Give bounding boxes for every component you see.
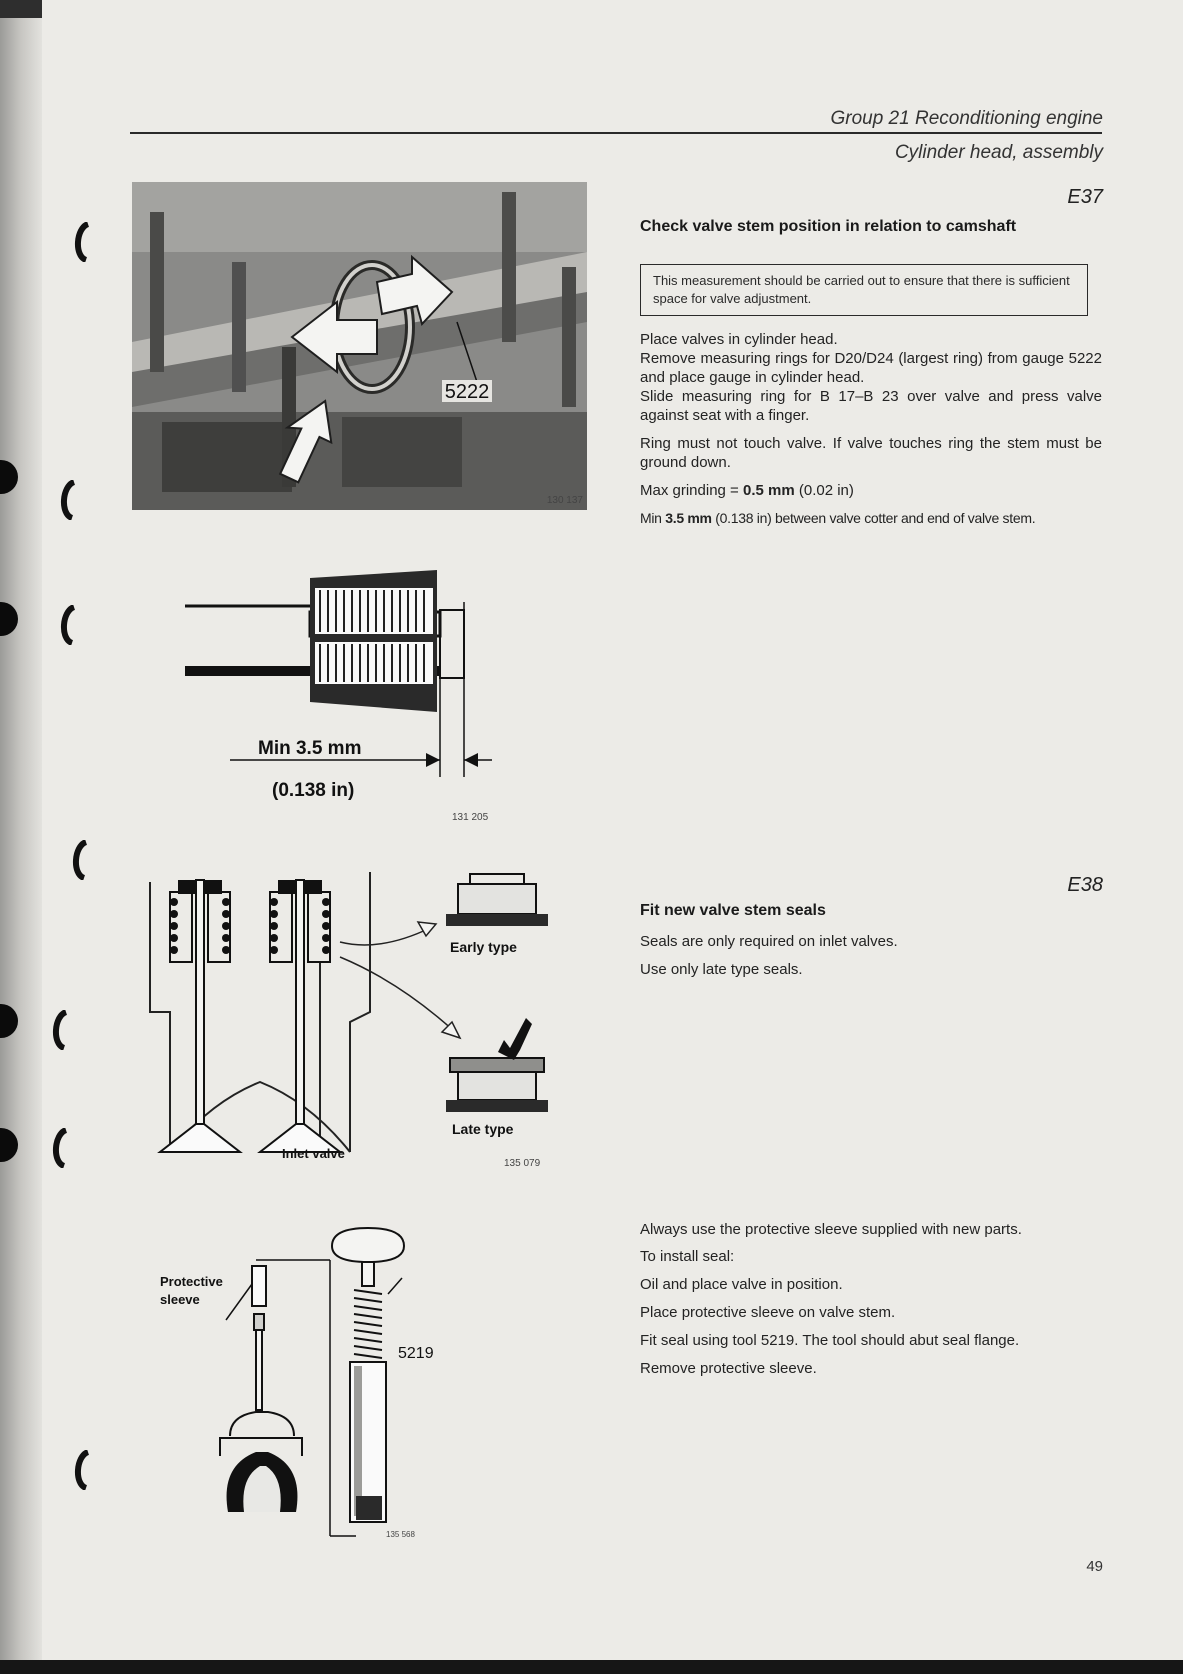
figure-number: 135 568	[386, 1530, 415, 1539]
note-box: This measurement should be carried out to ensure that there is sufficient space for valve adjustment.	[640, 264, 1088, 316]
binder-ring	[58, 480, 76, 520]
binder-ring	[50, 1010, 68, 1050]
e37-body	[640, 330, 1102, 537]
gauge-label-mm: Min 3.5 mm	[258, 738, 362, 759]
section-title-e38: Fit new valve stem seals	[640, 902, 826, 919]
max-grinding: Max grinding = 0.5 mm (0.02 in)	[640, 482, 854, 499]
header-rule	[130, 132, 1102, 134]
section-title-e37: Check valve stem position in relation to camshaft	[640, 218, 1017, 235]
e38-paragraph: Seals are only required on inlet valves.	[640, 933, 898, 950]
sleeve-paragraph: To install seal:	[640, 1248, 735, 1265]
min-distance: Min 3.5 mm (0.138 in) between valve cotter and end of valve stem.	[640, 510, 1036, 526]
sleeve-paragraph: Place protective sleeve on valve stem.	[640, 1304, 896, 1321]
gauge-label-in: (0.138 in)	[272, 780, 355, 801]
header-group-title: Group 21 Reconditioning engine	[830, 108, 1103, 129]
tool-label-5222: 5222	[444, 381, 490, 403]
camshaft-gauge-photo	[132, 182, 587, 510]
tool-label-5219: 5219	[398, 1345, 434, 1362]
binder-ring	[72, 222, 90, 262]
figure-number: 130 137	[546, 495, 583, 506]
binder-ring	[72, 1450, 90, 1490]
ring-warning: Ring must not touch valve. If valve touches ring the stem must be ground down.	[640, 435, 1102, 471]
e37-paragraph: Place valves in cylinder head.	[640, 331, 838, 348]
page-number: 49	[1086, 1558, 1103, 1575]
sleeve-paragraph: Fit seal using tool 5219. The tool should abut seal flange.	[640, 1332, 1020, 1349]
figure-number: 131 205	[452, 812, 489, 823]
protective-label-1: Protective	[160, 1274, 223, 1289]
binder-ring	[70, 840, 88, 880]
figure-number: 135 079	[504, 1158, 541, 1169]
protective-sleeve-diagram	[160, 1216, 460, 1542]
valve-seal-types-diagram	[140, 862, 580, 1172]
section-code-e37: E37	[1067, 186, 1103, 208]
sleeve-body	[640, 1220, 1102, 1387]
scan-bottom-edge	[0, 1660, 1183, 1674]
sleeve-paragraph: Oil and place valve in position.	[640, 1276, 843, 1293]
section-code-e38: E38	[1067, 874, 1103, 896]
binding-edge	[0, 0, 42, 1674]
binder-ring	[50, 1128, 68, 1168]
e38-body	[640, 932, 1102, 988]
sleeve-paragraph: Remove protective sleeve.	[640, 1360, 817, 1377]
early-type-label: Early type	[450, 939, 517, 955]
protective-label-2: sleeve	[160, 1292, 200, 1307]
inlet-valve-label: Inlet valve	[282, 1146, 345, 1161]
e38-paragraph: Use only late type seals.	[640, 961, 803, 978]
e37-paragraph: Remove measuring rings for D20/D24 (largest ring) from gauge 5222 and place gauge in cylinder head.	[640, 350, 1102, 386]
late-type-label: Late type	[452, 1121, 514, 1137]
header-subtitle: Cylinder head, assembly	[894, 142, 1103, 163]
e37-paragraph: Slide measuring ring for B 17–B 23 over valve and press valve against seat with a finger.	[640, 388, 1102, 424]
binder-ring	[58, 605, 76, 645]
valve-stem-gauge-diagram	[130, 562, 570, 824]
sleeve-paragraph: Always use the protective sleeve supplied with new parts.	[640, 1221, 1022, 1238]
